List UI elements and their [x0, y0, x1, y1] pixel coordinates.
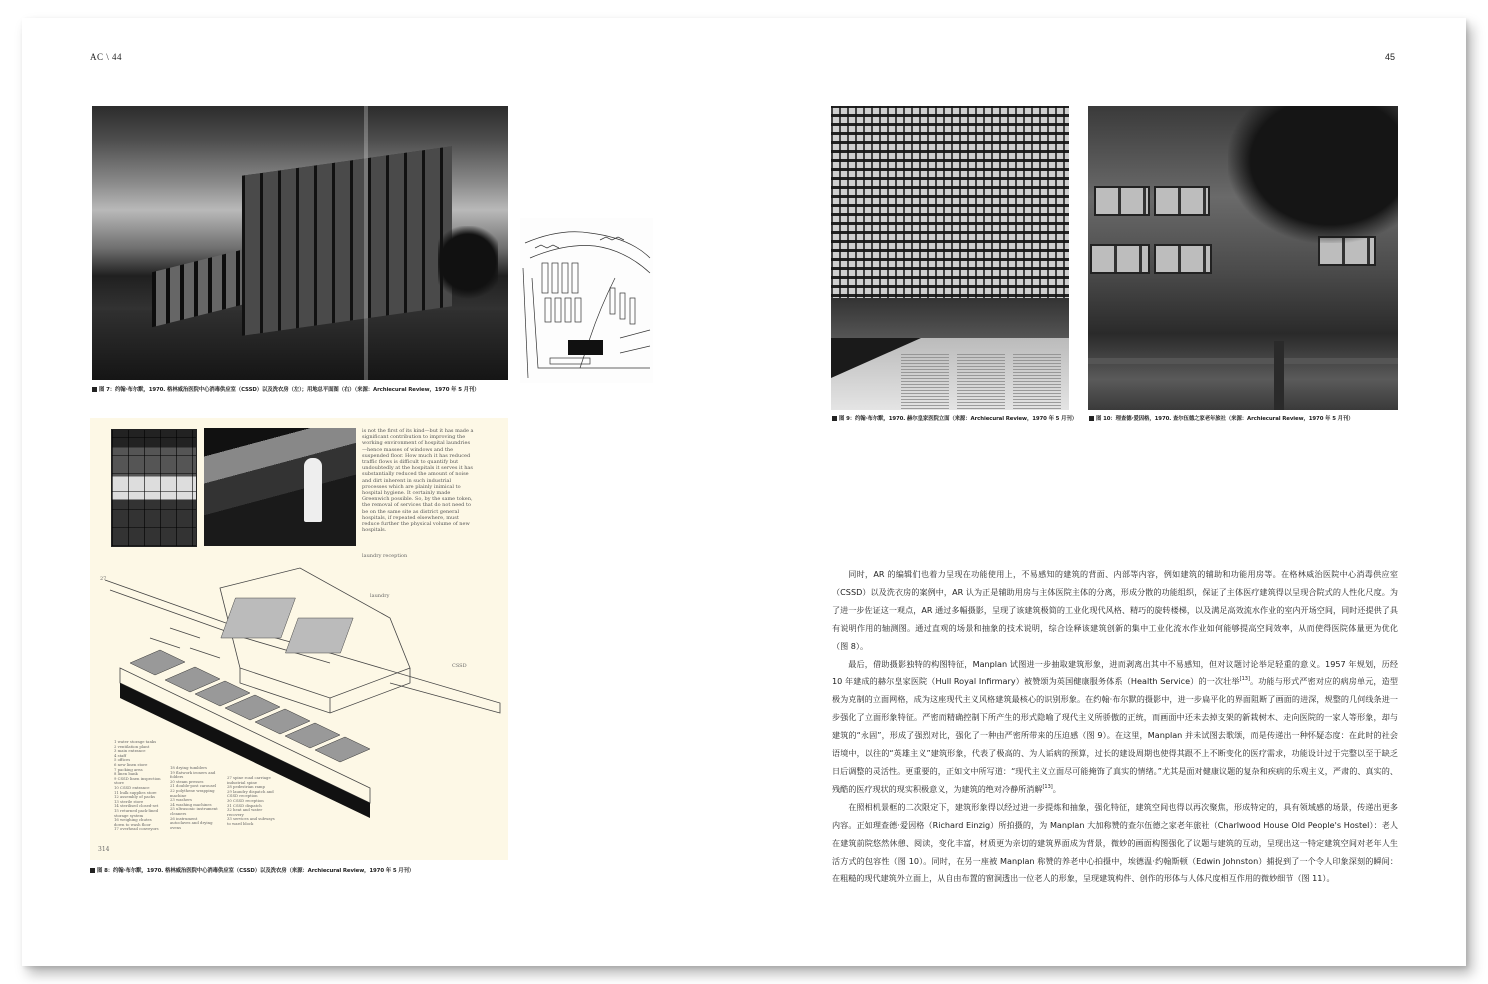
page-number-left: AC \ 44 [90, 52, 123, 62]
paragraph-3: 在照相机景框的二次限定下，建筑形象得以经过进一步提炼和抽象，强化特征，建筑空间也得以再次聚焦，形成特定的，具有领域感的场景，传递出更多内容。正如理查德·爱因格（Richard Einzig）所拍摄的，为 Manplan 大加称赞的查尔伍德之家老年旅社（Charlwood House Old People's Hostel）：老人在建筑前院悠然休憩、阅读，变化丰富，材质更为亲切的建筑界面成为背景，微妙的画面构图强化了议题与建筑的互动，呈现出这一特定建筑空间对老年人生活方式的包容性（图 10）。同时，在另一座被 Manplan 称赞的养老中心拍摄中，埃德温·约翰斯顿（Edwin Johnston）捕捉到了一个令人印象深刻的瞬间：在粗糙的现代建筑外立面上，从自由布置的窗洞透出一位老人的形象，呈现建筑构件、创作的形体与人体尺度相互作用的微妙细节（图 11）。 [832, 801, 1398, 884]
paragraph-2 [832, 656, 1398, 799]
photo-overlay-text [901, 354, 1061, 410]
scan-worker-figure [304, 458, 322, 522]
scan-label-cssd: CSSD [452, 663, 467, 669]
paragraph-2-part-c: 。 [1052, 783, 1061, 794]
figure-10-photo-charlwood-house [1088, 106, 1398, 410]
photo-fence [1088, 358, 1398, 364]
photo-fence-post [1274, 341, 1284, 410]
caption-square-icon [1089, 416, 1094, 421]
figure-7-caption-text: 图 7：约翰·布尔默，1970. 格林威治医院中心消毒供应室（CSSD）以及洗衣房（左）；用地总平面图（右）（来源：Archiecural Review，1970 年 5 月刊） [99, 387, 480, 393]
caption-square-icon [832, 416, 837, 421]
figure-7-site-plan [520, 218, 653, 383]
scan-label-27: 27 [100, 576, 107, 582]
scan-column-text: is not the first of its kind—but it has made a significant contribution to improving the working environment of hospital laundries—hence masses of windows and the suspended floor. How much it has reduced traffic flows is difficult to quantify but undoubtedly at the hospitals it serves it has substantially reduced the amount of noise and dirt inherent in such industrial processes which are plainly inimical to hospital hygiene. It certainly made Greenwich possible. So, by the same token, the removal of services that do not need to be on the same site as district general hospitals, if repeated elsewhere, must reduce further the physical volume of new hospitals. [362, 428, 474, 534]
paragraph-2-part-a: 最后，借助摄影独特的构图特征，Manplan 试图进一步抽取建筑形象，进而剥离出其中不易感知，但对议题讨论举足轻重的意义。1957 年规划，历经 10 年建成的赫尔皇家医院（Hull Royal Infirmary）被赞颂为英国健康服务体系（Health Service）的一次壮举 [832, 658, 1398, 687]
figure-7-caption [92, 385, 480, 393]
photo-tree-canopy [1228, 106, 1399, 243]
photo-window [1094, 186, 1150, 216]
figure-10-caption [1089, 414, 1354, 422]
cssd-footprint [568, 340, 603, 355]
scan-legend-text-1: 1 water storage tanks 2 ventilation plant 3 main entrance 4 staff 5 offices 6 new linen store 7 packing area 8 linen bank 9 CSSD linen inspection store 10 CSSD entrance 11 bulk supplies store 12 assembly of packs 13 sterile store 14 sterilised closed-set 15 returned pack-lined storage system 16 weighing chutes down to wash floor 17 overhead conveyors [114, 739, 161, 832]
scan-gutter [364, 106, 368, 380]
photo-window [1090, 244, 1150, 274]
article-body [832, 566, 1398, 888]
figure-9-photo-hull-royal-infirmary [831, 106, 1069, 410]
scan-legend-text-2: 18 drying tumblers 19 flatwork ironers and folders 20 steam presses 21 double-post carousel 22 polythene wrapping machine 23 washers 24 washing machines 25 ultrasonic instrument cleaners 26 instrument autoclaves and drying ovens [170, 765, 218, 830]
scan-legend-column-2 [170, 766, 218, 830]
scan-page-number: 314 [98, 846, 110, 853]
figure-10-caption-text: 图 10：理查德·爱因格，1970. 查尔伍德之家老年旅社（来源：Archiecural Review，1970 年 5 月刊） [1096, 416, 1354, 422]
footnote-ref: [13] [1239, 676, 1250, 683]
figure-8-caption-text: 图 8：约翰·布尔默，1970. 格林威治医院中心消毒供应室（CSSD）以及洗衣房（来源：Archiecural Review，1970 年 5 月刊） [97, 868, 415, 874]
figure-8-scanned-page [90, 418, 508, 860]
scan-legend-column-3 [227, 776, 275, 827]
site-plan-drawing [520, 218, 653, 383]
figure-8-caption [90, 866, 414, 874]
figure-9-caption [832, 414, 1077, 422]
page-number-right: 45 [1385, 52, 1396, 62]
scan-label-laundry: laundry [370, 593, 390, 599]
paragraph-1: 同时，AR 的编辑们也着力呈现在功能使用上，不易感知的建筑的背面、内部等内容，例如建筑的辅助和功能用房等。在格林威治医院中心消毒供应室（CSSD）以及洗衣房的案例中，AR 认为正是辅助用房与主体医院主体的分离，形成分散的功能组织，保证了主体医疗建筑得以呈现合院式的人性化尺度。为了进一步佐证这一观点，AR 通过多幅摄影，呈现了该建筑极简的工业化现代风格、精巧的旋转楼梯，以及满足高效流水作业的室内开场空间，同时还提供了具有说明作用的轴测图。通过直观的场景和抽象的技术说明，综合诠释该建筑创新的集中工业化流水作业如何能够提高空间效率，从而使得医院体量更为优化（图 8）。 [832, 569, 1398, 651]
scan-photo-staircase [112, 430, 196, 546]
scan-photo-laundry-interior [204, 428, 356, 546]
paragraph-2-part-b: 。功能与形式严密对应的病房单元，造型极为克制的立面网格，成为这座现代主义风格建筑最核心的识别形象。在约翰·布尔默的摄影中，进一步扁平化的界面阻断了画面的进深，规整的几何线条进一步强化了立面形象特征。严密而精确控制下所产生的形式隐喻了现代主义所骄傲的正统，而画面中还未去掉支架的新栽树木、走向医院的一家人等形象，却与建筑的“永固”，形成了强烈对比，强化了一种由严密所带来的压迫感（图 9）。在这里，Manplan 并未试图去歌颂，而是传递出一种怀疑态度：在此时的社会语境中，以往的“英雄主义”建筑形象，代表了极高的、为人诟病的预算，过长的建设周期也使得其跟不上不断变化的医疗需求，功能设计过于完整以至于缺乏日后调整的灵活性。更重要的，正如文中所写道：“现代主义立面尽可能掩饰了真实的情绪。”尤其是面对健康议题的复杂和疾病的乐观主义，严肃的、真实的、残酷的医疗现状的现实积极意义，为建筑的绝对冷静所消解 [832, 676, 1398, 794]
figure-7-photo-cssd-building [92, 106, 508, 380]
scan-legend-column-1 [114, 740, 162, 832]
scan-label-laundry-reception: laundry reception [362, 553, 408, 559]
photo-glass-block [242, 146, 452, 336]
caption-square-icon [92, 387, 97, 392]
photo-tree [438, 226, 498, 316]
photo-window [1154, 244, 1212, 274]
scan-legend-text-3: 27 spine road carriage industrial spine 28 pedestrian ramp 29 laundry dispatch and CSSD reception 30 CSSD reception 31 CSSD dispatch 32 heat and water recovery 33 services and subways to ward block [227, 775, 275, 826]
photo-base [831, 298, 1069, 338]
figure-9-caption-text: 图 9：约翰·布尔默，1970. 赫尔皇家医院立面（来源：Archiecural Review，1970 年 5 月刊） [839, 416, 1077, 422]
photo-tower-facade [831, 106, 1069, 306]
caption-square-icon [90, 868, 95, 873]
footnote-ref: [13] [1042, 783, 1053, 790]
photo-window [1154, 186, 1210, 216]
